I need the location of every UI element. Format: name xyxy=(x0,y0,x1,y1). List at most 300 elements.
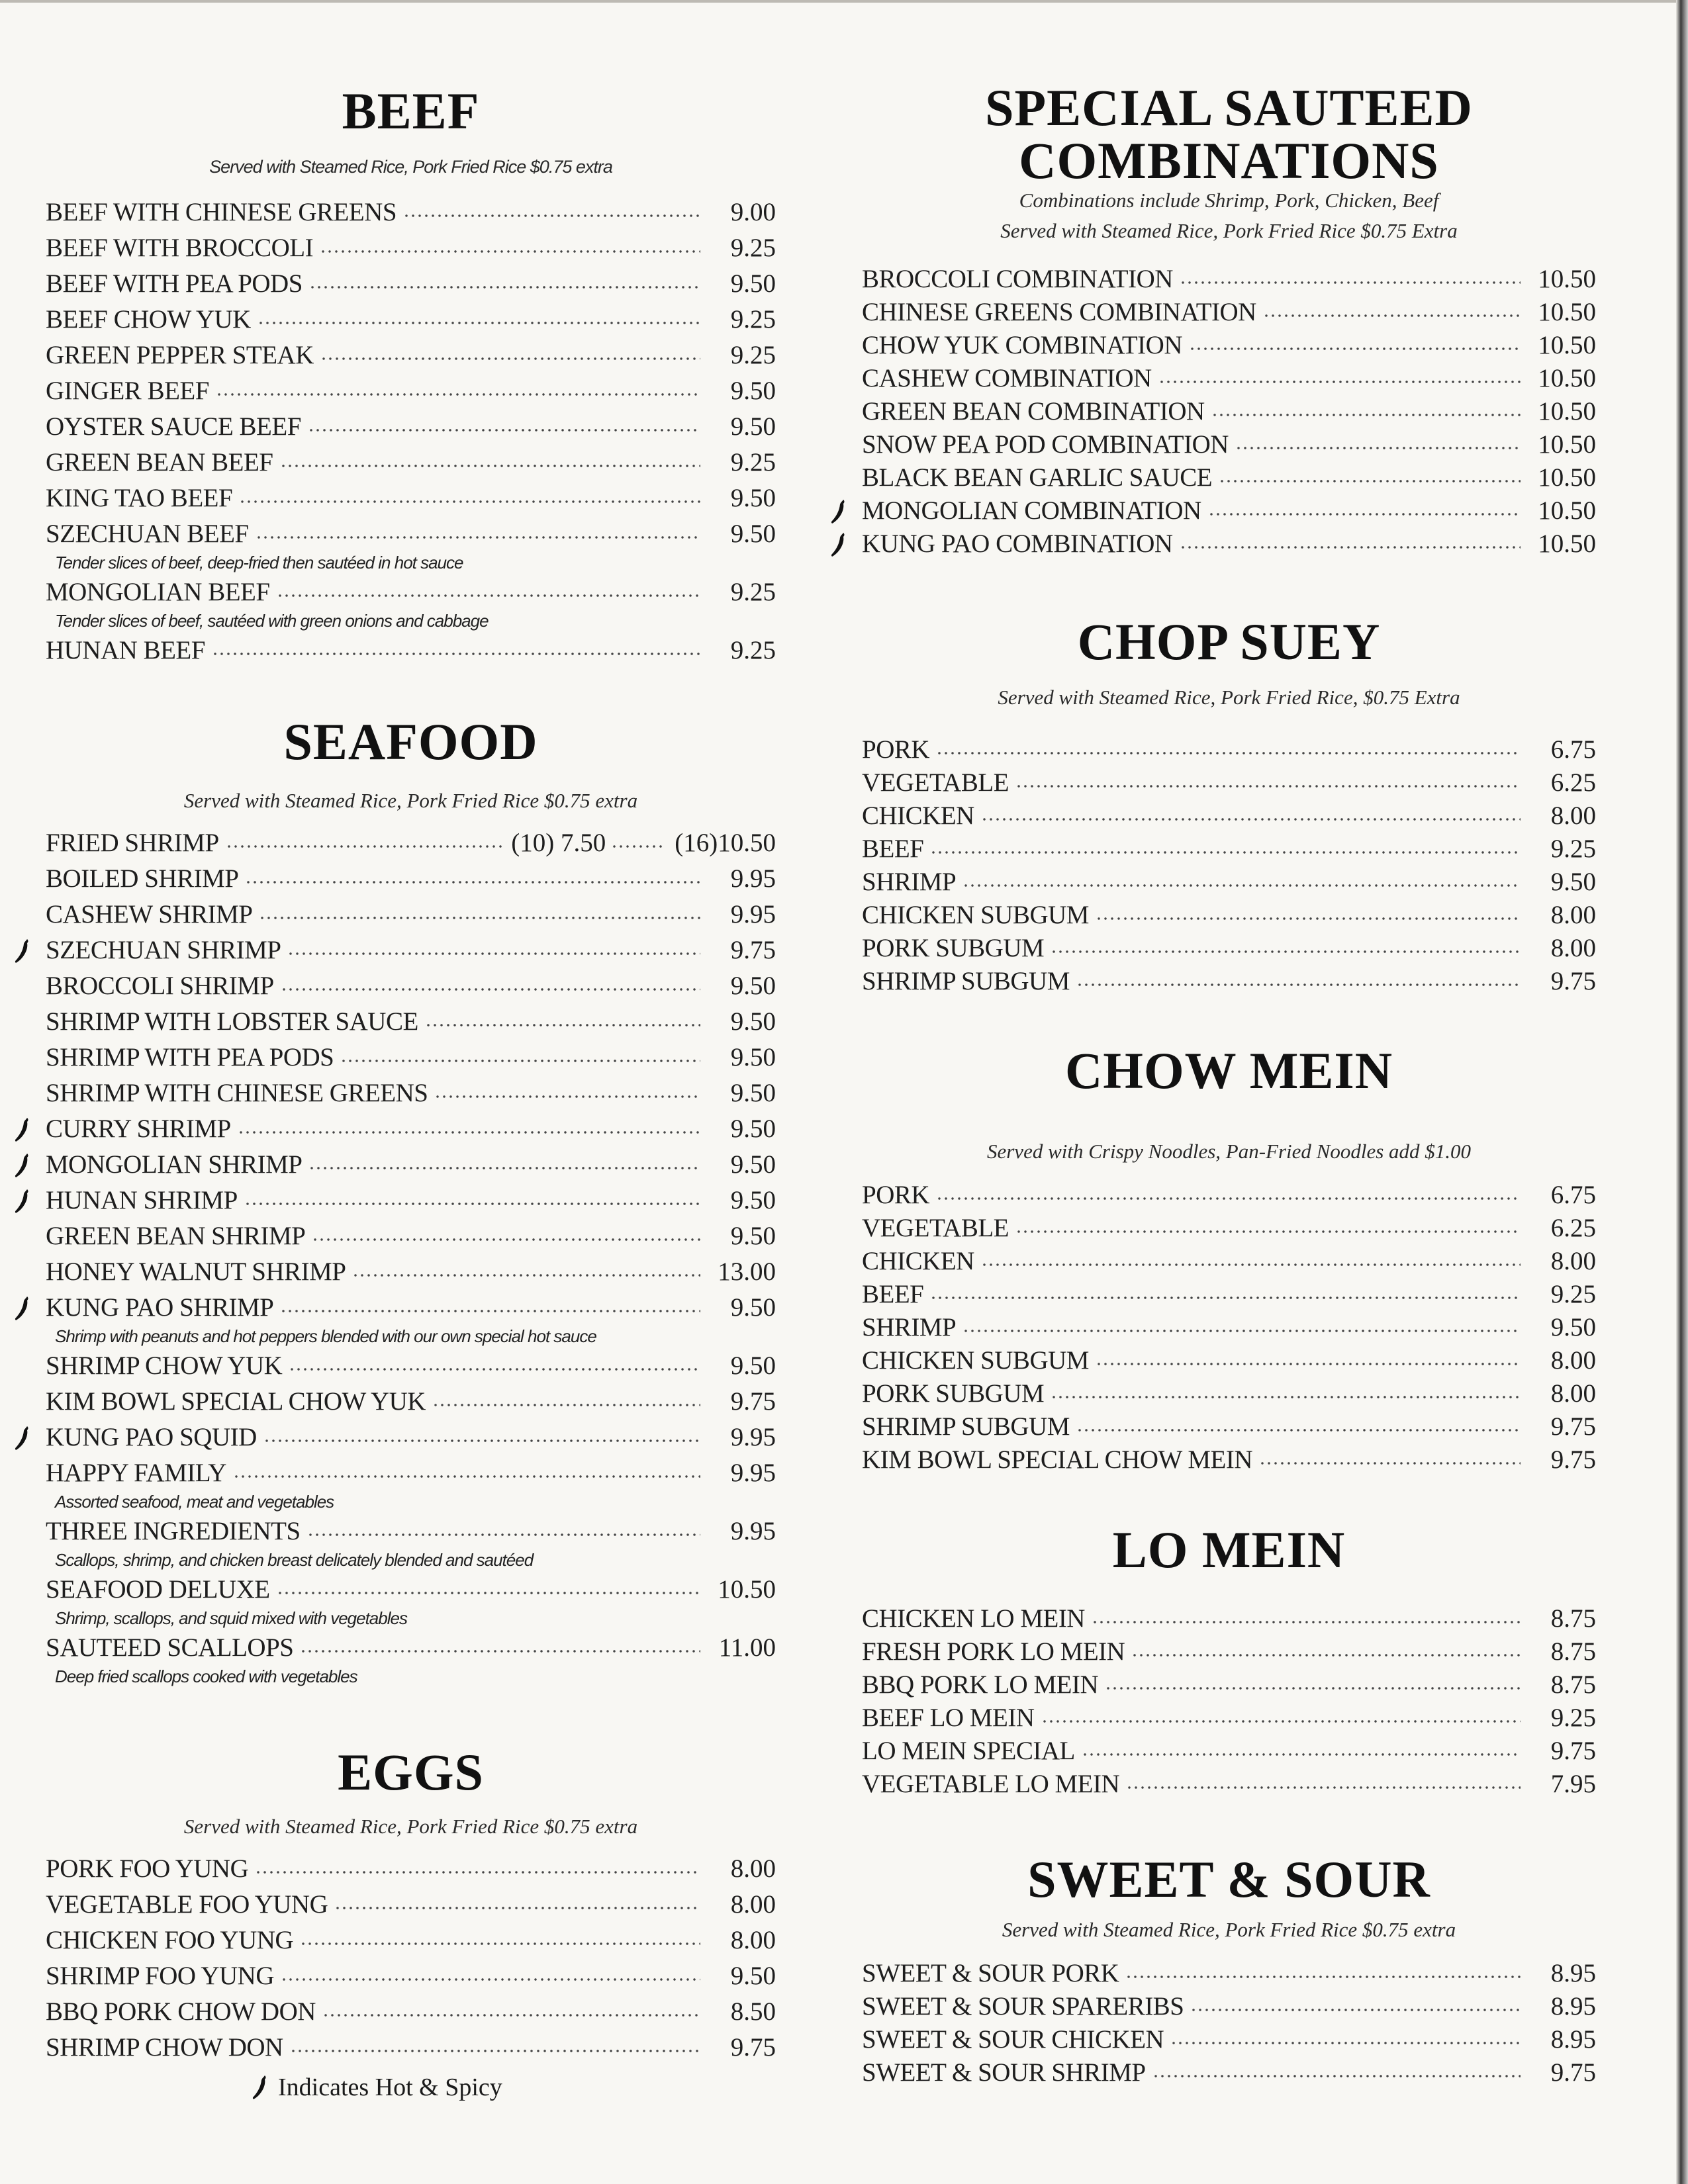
menu-item[interactable] xyxy=(46,1111,776,1146)
menu-item[interactable] xyxy=(862,494,1596,527)
menu-item-price: 9.50 xyxy=(730,1078,776,1107)
dot-leader xyxy=(1259,1461,1521,1465)
menu-item-name: BROCCOLI SHRIMP xyxy=(46,971,274,1000)
menu-item-price: 9.95 xyxy=(730,1422,776,1451)
section-title: SEAFOOD xyxy=(283,713,538,770)
menu-item[interactable] xyxy=(46,1039,776,1075)
dot-leader xyxy=(277,594,700,598)
dot-leader xyxy=(233,1475,700,1479)
menu-item-name: CHOW YUK COMBINATION xyxy=(862,330,1182,359)
dot-leader xyxy=(936,1197,1521,1201)
dot-leader xyxy=(280,1309,700,1313)
menu-item-price: 9.50 xyxy=(730,269,776,298)
chili-pepper-icon xyxy=(14,1295,31,1322)
menu-item[interactable] xyxy=(46,1182,776,1218)
menu-item[interactable] xyxy=(46,1850,776,1886)
menu-item-name: BBQ PORK LO MEIN xyxy=(862,1670,1099,1699)
menu-item-list xyxy=(862,1602,1596,1800)
dot-leader xyxy=(1051,1395,1521,1399)
dot-leader xyxy=(300,1942,700,1946)
menu-item[interactable] xyxy=(862,262,1596,295)
menu-item[interactable] xyxy=(46,1075,776,1111)
dot-leader xyxy=(340,1059,700,1063)
menu-item-name: GREEN PEPPER STEAK xyxy=(46,340,314,369)
menu-item[interactable] xyxy=(862,1443,1596,1476)
menu-item[interactable] xyxy=(46,480,776,516)
dot-leader xyxy=(1158,380,1521,384)
menu-item[interactable] xyxy=(46,194,776,230)
menu-item-name: SZECHUAN SHRIMP xyxy=(46,935,281,964)
menu-item-price: 9.95 xyxy=(730,1516,776,1545)
menu-item-price: (16)10.50 xyxy=(675,828,776,857)
menu-item-name: BEEF WITH BROCCOLI xyxy=(46,233,314,262)
menu-item-price: 9.95 xyxy=(730,899,776,929)
menu-item-price: 8.00 xyxy=(730,1889,776,1919)
dot-leader xyxy=(309,285,700,289)
dot-leader xyxy=(256,535,700,539)
menu-item[interactable] xyxy=(46,2029,776,2065)
menu-item-name: SHRIMP FOO YUNG xyxy=(46,1961,275,1990)
dot-leader xyxy=(290,2049,700,2053)
menu-item[interactable] xyxy=(46,632,776,668)
section-subtitle: Served with Steamed Rice, Pork Fried Rice, $0.75 Extra xyxy=(998,686,1460,709)
menu-item-name: GREEN BEAN SHRIMP xyxy=(46,1221,306,1250)
menu-item-name: KING TAO BEEF xyxy=(46,483,233,512)
menu-item[interactable] xyxy=(46,444,776,480)
menu-item-price: 6.75 xyxy=(1550,1180,1596,1209)
menu-item-price: 9.25 xyxy=(730,340,776,369)
menu-item-price: 8.00 xyxy=(1550,1379,1596,1408)
menu-item-price: 9.00 xyxy=(730,197,776,226)
menu-item-name: SHRIMP SUBGUM xyxy=(862,966,1070,995)
menu-item[interactable] xyxy=(46,968,776,1003)
menu-item-price: 9.50 xyxy=(730,1961,776,1990)
chili-pepper-icon xyxy=(14,1116,31,1143)
menu-item[interactable] xyxy=(46,1218,776,1253)
section-title: CHOP SUEY xyxy=(1077,613,1381,670)
menu-item[interactable] xyxy=(862,1410,1596,1443)
menu-item-price: 9.50 xyxy=(730,376,776,405)
menu-item-price: 8.00 xyxy=(1550,933,1596,962)
menu-item-name: BEEF CHOW YUK xyxy=(46,304,251,334)
dot-leader xyxy=(611,844,664,848)
menu-item-price: 10.50 xyxy=(1538,496,1596,525)
menu-item-price: (10) 7.50 xyxy=(511,828,606,857)
dot-leader xyxy=(432,1403,700,1407)
chili-pepper-icon xyxy=(830,531,847,558)
menu-item[interactable] xyxy=(46,1629,776,1665)
menu-item[interactable] xyxy=(862,1635,1596,1668)
menu-item[interactable] xyxy=(46,265,776,301)
dot-leader xyxy=(277,1591,700,1595)
menu-item[interactable] xyxy=(46,301,776,337)
menu-item[interactable] xyxy=(862,799,1596,832)
menu-item[interactable] xyxy=(862,898,1596,931)
menu-item-name: SZECHUAN BEEF xyxy=(46,519,249,548)
dot-leader xyxy=(403,214,700,218)
menu-item-list xyxy=(862,1956,1596,2089)
menu-item-name: THREE INGREDIENTS xyxy=(46,1516,301,1545)
menu-item-price: 9.50 xyxy=(730,1351,776,1380)
menu-item[interactable] xyxy=(46,1347,776,1383)
menu-item[interactable] xyxy=(862,361,1596,394)
menu-item-name: SWEET & SOUR SHRIMP xyxy=(862,2058,1146,2087)
dot-leader xyxy=(239,500,700,504)
menu-item-price: 9.50 xyxy=(730,519,776,548)
menu-item-price: 9.75 xyxy=(730,935,776,964)
section-subtitle: Served with Steamed Rice, Pork Fried Rice $0.75 extra xyxy=(209,157,612,177)
menu-item-price: 8.00 xyxy=(1550,1345,1596,1375)
menu-item-price: 9.50 xyxy=(730,971,776,1000)
section-subtitle: Served with Steamed Rice, Pork Fried Rice $0.75 extra xyxy=(1002,1918,1456,1941)
menu-item[interactable] xyxy=(862,2056,1596,2089)
menu-item[interactable] xyxy=(46,1455,776,1490)
dot-leader xyxy=(1180,545,1521,549)
menu-item[interactable] xyxy=(46,1146,776,1182)
menu-item-name: MONGOLIAN SHRIMP xyxy=(46,1150,303,1179)
menu-item-price: 9.50 xyxy=(730,1185,776,1214)
menu-item-description: Tender slices of beef, sautéed with green onions and cabbage xyxy=(55,611,489,631)
dot-leader xyxy=(1051,950,1521,954)
dot-leader xyxy=(263,1439,700,1443)
menu-item-price: 8.50 xyxy=(730,1997,776,2026)
menu-item-price: 10.50 xyxy=(718,1574,776,1604)
menu-item-name: SWEET & SOUR CHICKEN xyxy=(862,2025,1164,2054)
menu-item[interactable] xyxy=(862,1767,1596,1800)
menu-item-name: PORK xyxy=(862,1180,930,1209)
dot-leader xyxy=(962,1329,1521,1333)
menu-item-name: FRESH PORK LO MEIN xyxy=(862,1637,1125,1666)
menu-item-price: 9.95 xyxy=(730,1458,776,1487)
menu-item[interactable] xyxy=(862,1277,1596,1310)
menu-item[interactable] xyxy=(862,328,1596,361)
menu-item-price: 10.50 xyxy=(1538,330,1596,359)
menu-item[interactable] xyxy=(862,1602,1596,1635)
dot-leader xyxy=(226,844,506,848)
menu-item[interactable] xyxy=(46,932,776,968)
menu-item[interactable] xyxy=(862,865,1596,898)
menu-item-price: 10.50 xyxy=(1538,363,1596,392)
menu-item[interactable] xyxy=(46,373,776,408)
menu-item-price: 9.25 xyxy=(730,447,776,477)
dot-leader xyxy=(434,1095,700,1099)
section-subtitle: Served with Steamed Rice, Pork Fried Rice $0.75 Extra xyxy=(1000,219,1458,242)
dot-leader xyxy=(1041,1719,1521,1723)
section-title: COMBINATIONS xyxy=(1019,132,1439,189)
menu-item-price: 9.50 xyxy=(1550,867,1596,896)
chili-pepper-icon xyxy=(14,1425,31,1451)
dot-leader xyxy=(281,987,700,991)
menu-item[interactable] xyxy=(46,408,776,444)
menu-item-price: 8.75 xyxy=(1550,1604,1596,1633)
dot-leader xyxy=(281,1978,700,1981)
menu-item[interactable] xyxy=(862,766,1596,799)
dot-leader xyxy=(259,916,700,920)
menu-item[interactable] xyxy=(46,1253,776,1289)
dot-leader xyxy=(1126,1786,1521,1790)
dot-leader xyxy=(245,880,700,884)
dot-leader xyxy=(1096,1362,1521,1366)
menu-item-price: 9.95 xyxy=(730,864,776,893)
menu-item-price: 9.75 xyxy=(730,2032,776,2062)
menu-item-price: 9.25 xyxy=(1550,834,1596,863)
menu-item-description: Shrimp, scallops, and squid mixed with vegetables xyxy=(55,1608,407,1628)
menu-item-name: MONGOLIAN BEEF xyxy=(46,577,270,606)
menu-item[interactable] xyxy=(46,337,776,373)
menu-item[interactable] xyxy=(46,1993,776,2029)
dot-leader xyxy=(320,357,700,361)
dot-leader xyxy=(962,884,1521,887)
dot-leader xyxy=(1096,917,1521,921)
menu-item[interactable] xyxy=(862,964,1596,997)
menu-item-price: 9.50 xyxy=(730,412,776,441)
menu-item-price: 8.00 xyxy=(1550,1246,1596,1275)
menu-item-name: GREEN BEAN BEEF xyxy=(46,447,273,477)
dot-leader xyxy=(255,1870,700,1874)
dot-leader xyxy=(1082,1752,1521,1756)
section-title: SWEET & SOUR xyxy=(1027,1850,1430,1908)
menu-item[interactable] xyxy=(862,2023,1596,2056)
dot-leader xyxy=(1189,347,1521,351)
section-title: BEEF xyxy=(342,82,480,140)
menu-item-name: HUNAN BEEF xyxy=(46,635,205,664)
menu-item[interactable] xyxy=(46,516,776,551)
menu-item-name: SHRIMP WITH LOBSTER SAUCE xyxy=(46,1007,418,1036)
dot-leader xyxy=(352,1273,700,1277)
menu-item-name: KUNG PAO COMBINATION xyxy=(862,529,1173,558)
chili-pepper-icon xyxy=(14,1188,31,1214)
menu-item[interactable] xyxy=(46,1958,776,1993)
menu-item-price: 9.50 xyxy=(730,1007,776,1036)
section-title: LO MEIN xyxy=(1112,1521,1346,1578)
menu-item[interactable] xyxy=(862,394,1596,428)
dot-leader xyxy=(212,652,700,656)
menu-item-name: GINGER BEEF xyxy=(46,376,209,405)
menu-item-price: 9.75 xyxy=(1550,1412,1596,1441)
menu-item-name: SWEET & SOUR SPARERIBS xyxy=(862,1991,1184,2021)
menu-item[interactable] xyxy=(862,461,1596,494)
menu-item-price: 10.50 xyxy=(1538,297,1596,326)
menu-item-name: CHICKEN SUBGUM xyxy=(862,1345,1089,1375)
dot-leader xyxy=(1190,2008,1521,2012)
dot-leader xyxy=(216,392,700,396)
menu-item[interactable] xyxy=(46,896,776,932)
menu-item[interactable] xyxy=(46,1419,776,1455)
dot-leader xyxy=(1219,479,1521,483)
dot-leader xyxy=(930,1296,1521,1300)
menu-item-price: 6.25 xyxy=(1550,768,1596,797)
dot-leader xyxy=(1180,281,1521,285)
dot-leader xyxy=(1125,1975,1521,1979)
menu-item-name: VEGETABLE xyxy=(862,768,1009,797)
menu-item-price: 9.50 xyxy=(730,1150,776,1179)
menu-item-description: Assorted seafood, meat and vegetables xyxy=(55,1492,334,1512)
dot-leader xyxy=(1208,512,1521,516)
menu-item[interactable] xyxy=(46,1289,776,1325)
menu-item-price: 8.95 xyxy=(1550,1991,1596,2021)
dot-leader xyxy=(1076,983,1521,987)
menu-item-list xyxy=(862,262,1596,560)
menu-item[interactable] xyxy=(46,860,776,896)
menu-item[interactable] xyxy=(46,1383,776,1419)
menu-item[interactable] xyxy=(862,1956,1596,1989)
menu-item[interactable] xyxy=(46,1003,776,1039)
dot-leader xyxy=(1152,2074,1521,2078)
menu-item[interactable] xyxy=(862,527,1596,560)
menu-item[interactable] xyxy=(46,230,776,265)
menu-item-list xyxy=(862,1178,1596,1476)
menu-item-name: BEEF xyxy=(862,834,924,863)
section-title: SPECIAL SAUTEED xyxy=(985,79,1473,136)
section-subtitle: Combinations include Shrimp, Pork, Chicken, Beef xyxy=(1019,189,1439,212)
menu-item[interactable] xyxy=(46,1571,776,1607)
menu-item[interactable] xyxy=(862,1734,1596,1767)
menu-item-price: 10.50 xyxy=(1538,430,1596,459)
menu-item[interactable] xyxy=(862,295,1596,328)
menu-item-description: Deep fried scallops cooked with vegetables xyxy=(55,1666,357,1686)
menu-item-name: PORK SUBGUM xyxy=(862,933,1045,962)
page-right-edge xyxy=(1676,0,1688,2184)
menu-item-name: BLACK BEAN GARLIC SAUCE xyxy=(862,463,1213,492)
menu-item-list xyxy=(46,825,776,1688)
menu-item-description: Shrimp with peanuts and hot peppers blended with our own special hot sauce xyxy=(55,1326,596,1346)
menu-item-price: 8.75 xyxy=(1550,1637,1596,1666)
dot-leader xyxy=(287,952,700,956)
menu-item-name: SHRIMP CHOW YUK xyxy=(46,1351,283,1380)
menu-item-name: CASHEW SHRIMP xyxy=(46,899,253,929)
menu-item-name: PORK FOO YUNG xyxy=(46,1854,249,1883)
chili-pepper-icon xyxy=(14,938,31,964)
spicy-legend xyxy=(252,2073,502,2102)
menu-item-name: VEGETABLE xyxy=(862,1213,1009,1242)
dot-leader xyxy=(312,1238,700,1242)
chili-pepper-icon xyxy=(252,2074,269,2101)
dot-leader xyxy=(1105,1686,1521,1690)
menu-item-price: 9.75 xyxy=(1550,966,1596,995)
menu-item-price: 9.75 xyxy=(1550,1736,1596,1765)
menu-item-name: CHICKEN SUBGUM xyxy=(862,900,1089,929)
dot-leader xyxy=(334,1906,700,1910)
dot-leader xyxy=(1235,446,1521,450)
dot-leader xyxy=(930,850,1521,854)
dot-leader xyxy=(289,1367,700,1371)
dot-leader xyxy=(1211,413,1521,417)
dot-leader xyxy=(307,1533,700,1537)
menu-item[interactable] xyxy=(46,574,776,610)
menu-item-price: 10.50 xyxy=(1538,529,1596,558)
menu-item[interactable] xyxy=(46,1886,776,1922)
menu-item-name: HUNAN SHRIMP xyxy=(46,1185,238,1214)
menu-item[interactable] xyxy=(862,1343,1596,1377)
menu-item-price: 13.00 xyxy=(718,1257,776,1286)
menu-item-price: 9.25 xyxy=(1550,1703,1596,1732)
menu-item-name: CHINESE GREENS COMBINATION xyxy=(862,297,1256,326)
menu-item[interactable] xyxy=(862,428,1596,461)
menu-item[interactable] xyxy=(862,1211,1596,1244)
menu-item-description: Tender slices of beef, deep-fried then sautéed in hot sauce xyxy=(55,553,463,572)
menu-item[interactable] xyxy=(46,825,776,860)
menu-item-name: HAPPY FAMILY xyxy=(46,1458,226,1487)
menu-item-price: 8.00 xyxy=(730,1854,776,1883)
menu-item-name: BOILED SHRIMP xyxy=(46,864,239,893)
menu-item[interactable] xyxy=(862,1244,1596,1277)
menu-item-name: MONGOLIAN COMBINATION xyxy=(862,496,1201,525)
menu-item[interactable] xyxy=(46,1922,776,1958)
menu-item-name: SEAFOOD DELUXE xyxy=(46,1574,270,1604)
menu-item-price: 8.00 xyxy=(1550,801,1596,830)
menu-item-name: CHICKEN LO MEIN xyxy=(862,1604,1085,1633)
dot-leader xyxy=(320,250,700,253)
dot-leader xyxy=(1092,1620,1521,1624)
menu-item-name: OYSTER SAUCE BEEF xyxy=(46,412,301,441)
menu-item-name: SHRIMP xyxy=(862,1312,957,1342)
menu-item-name: LO MEIN SPECIAL xyxy=(862,1736,1075,1765)
menu-item-name: BEEF WITH CHINESE GREENS xyxy=(46,197,397,226)
dot-leader xyxy=(300,1649,700,1653)
menu-item-name: SHRIMP xyxy=(862,867,957,896)
section-subtitle: Served with Steamed Rice, Pork Fried Rice $0.75 extra xyxy=(183,789,638,812)
chili-pepper-icon xyxy=(830,498,847,525)
menu-item-price: 9.25 xyxy=(1550,1279,1596,1308)
section-title: EGGS xyxy=(338,1743,484,1801)
menu-item-price: 9.75 xyxy=(1550,2058,1596,2087)
menu-item[interactable] xyxy=(862,1668,1596,1701)
menu-item-price: 9.25 xyxy=(730,233,776,262)
menu-item-name: BBQ PORK CHOW DON xyxy=(46,1997,316,2026)
menu-item-price: 8.95 xyxy=(1550,2025,1596,2054)
menu-item-price: 9.50 xyxy=(1550,1312,1596,1342)
chili-pepper-icon xyxy=(14,1152,31,1179)
menu-item[interactable] xyxy=(862,1178,1596,1211)
menu-item-price: 9.75 xyxy=(1550,1445,1596,1474)
menu-item-name: SHRIMP WITH CHINESE GREENS xyxy=(46,1078,428,1107)
menu-item-list xyxy=(862,733,1596,997)
menu-item-name: HONEY WALNUT SHRIMP xyxy=(46,1257,346,1286)
menu-item[interactable] xyxy=(862,1377,1596,1410)
dot-leader xyxy=(258,321,700,325)
dot-leader xyxy=(936,751,1521,755)
menu-item-name: GREEN BEAN COMBINATION xyxy=(862,396,1205,426)
dot-leader xyxy=(425,1023,700,1027)
menu-item[interactable] xyxy=(862,733,1596,766)
menu-item[interactable] xyxy=(862,1701,1596,1734)
menu-item-description: Scallops, shrimp, and chicken breast delicately blended and sautéed xyxy=(55,1550,534,1570)
menu-item-price: 9.25 xyxy=(730,304,776,334)
menu-item-list xyxy=(46,1850,776,2065)
menu-item-name: SWEET & SOUR PORK xyxy=(862,1958,1119,1987)
dot-leader xyxy=(1263,314,1521,318)
menu-item-name: PORK xyxy=(862,735,930,764)
menu-item-price: 9.25 xyxy=(730,577,776,606)
dot-leader xyxy=(981,1263,1521,1267)
menu-item[interactable] xyxy=(46,1513,776,1549)
menu-item[interactable] xyxy=(862,1989,1596,2023)
menu-item-name: BEEF LO MEIN xyxy=(862,1703,1035,1732)
menu-item-name: SHRIMP CHOW DON xyxy=(46,2032,283,2062)
dot-leader xyxy=(1076,1428,1521,1432)
menu-item-price: 10.50 xyxy=(1538,463,1596,492)
dot-leader xyxy=(1015,1230,1521,1234)
menu-item[interactable] xyxy=(862,931,1596,964)
menu-item[interactable] xyxy=(862,1310,1596,1343)
menu-item[interactable] xyxy=(862,832,1596,865)
menu-item-name: VEGETABLE LO MEIN xyxy=(862,1769,1120,1798)
menu-item-list xyxy=(46,194,776,668)
menu-item-name: KIM BOWL SPECIAL CHOW MEIN xyxy=(862,1445,1253,1474)
menu-item-price: 7.95 xyxy=(1550,1769,1596,1798)
menu-item-price: 9.50 xyxy=(730,1221,776,1250)
menu-item-price: 9.50 xyxy=(730,483,776,512)
